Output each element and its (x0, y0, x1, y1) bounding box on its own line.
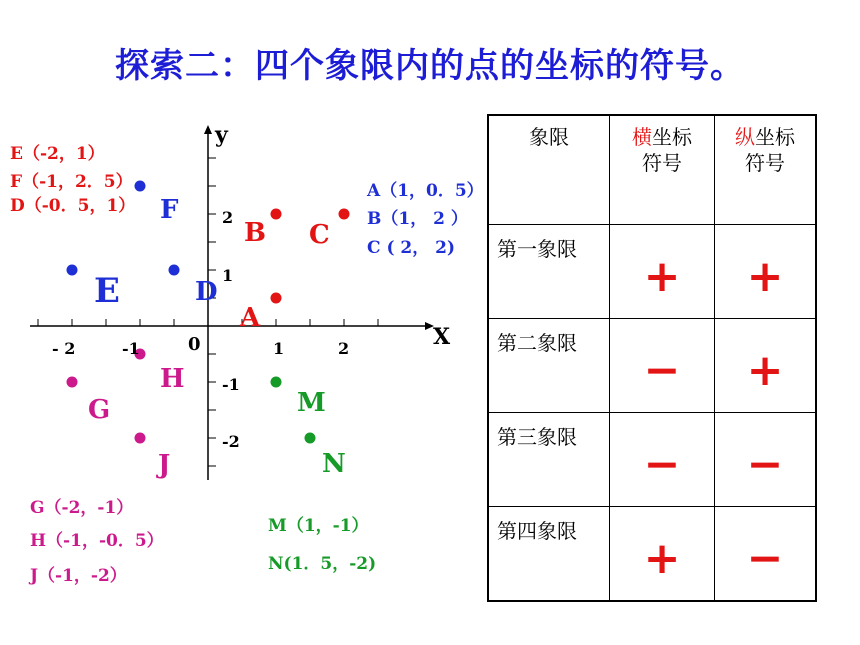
table-row (488, 225, 816, 319)
header-y-text1: 坐标 (755, 125, 795, 149)
quadrant-sign-table (487, 114, 817, 602)
coord-m: M（1，-1） (268, 516, 369, 536)
quadrant-name: 第二象限 (497, 331, 577, 355)
point-label-e: E (94, 271, 120, 311)
point-label-m: M (297, 388, 326, 418)
y-axis-name: y (215, 122, 228, 148)
point-label-h: H (160, 364, 185, 394)
point-c (339, 209, 350, 220)
header-y-text2: 符号 (745, 151, 785, 175)
header-y-sign (715, 115, 817, 225)
y-sign: − (746, 533, 784, 584)
point-e (67, 265, 78, 276)
point-f (135, 181, 146, 192)
coord-c: C ( 2， 2) (367, 238, 456, 258)
x-axis-name: X (433, 324, 451, 350)
header-x-text2: 符号 (642, 151, 682, 175)
tick-label-x-neg1: -1 (122, 339, 140, 358)
y-sign: + (746, 251, 784, 302)
coord-e: E（-2，1） (10, 144, 105, 164)
table-row (488, 507, 816, 602)
tick-label-y-1: 1 (222, 266, 234, 285)
coord-j: J（-1，-2） (30, 566, 127, 586)
point-n (305, 433, 316, 444)
x-sign: + (643, 533, 681, 584)
x-sign: − (643, 439, 681, 490)
point-b (271, 209, 282, 220)
point-label-c: C (309, 220, 330, 250)
coord-f: F（-1，2．5） (10, 172, 133, 192)
coord-g: G（-2，-1） (30, 498, 134, 518)
point-g (67, 377, 78, 388)
table-header-row (488, 115, 816, 225)
header-quadrant (488, 115, 610, 225)
point-label-g: G (88, 395, 111, 425)
y-axis-arrow (204, 125, 212, 134)
header-quadrant-label: 象限 (529, 125, 569, 149)
tick-label-x-2: 2 (338, 339, 350, 358)
point-label-j: J (158, 450, 171, 480)
point-label-f: F (160, 195, 179, 225)
coord-d: D（-0．5，1） (10, 196, 136, 216)
coord-n: N(1．5，-2) (268, 554, 377, 574)
point-label-b: B (244, 218, 266, 248)
tick-label-x-1: 1 (273, 339, 285, 358)
quadrant-name: 第一象限 (497, 237, 577, 261)
y-sign: − (746, 439, 784, 490)
header-y-highlight: 纵 (735, 125, 755, 149)
tick-label-x-neg2: - 2 (52, 339, 76, 358)
x-sign: + (643, 251, 681, 302)
header-x-sign (610, 115, 715, 225)
coord-a: A（1，0．5） (367, 181, 484, 201)
y-sign: + (746, 345, 784, 396)
quadrant-name: 第四象限 (497, 519, 577, 543)
point-d (169, 265, 180, 276)
coord-h: H（-1，-0．5） (30, 531, 164, 551)
point-a (271, 293, 282, 304)
point-label-d: D (195, 277, 218, 307)
coord-b: B（1， 2 ） (367, 209, 468, 229)
point-m (271, 377, 282, 388)
x-sign: − (643, 345, 681, 396)
point-j (135, 433, 146, 444)
header-x-text1: 坐标 (652, 125, 692, 149)
quadrant-name: 第三象限 (497, 425, 577, 449)
page-title: 探索二：四个象限内的点的坐标的符号。 (115, 46, 745, 86)
header-x-highlight: 横 (632, 125, 652, 149)
tick-label-y-neg2: -2 (222, 432, 240, 451)
table-row (488, 319, 816, 413)
point-label-n: N (322, 449, 346, 479)
origin-label: 0 (188, 334, 201, 355)
point-label-a: A (240, 303, 261, 333)
tick-label-y-neg1: -1 (222, 375, 240, 394)
table-row (488, 413, 816, 507)
tick-label-y-2: 2 (222, 208, 234, 227)
